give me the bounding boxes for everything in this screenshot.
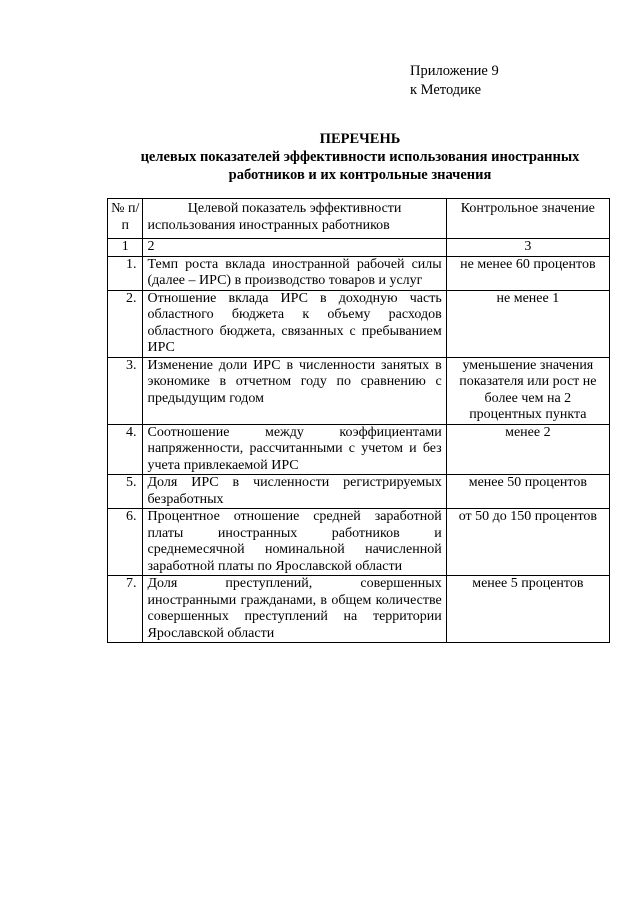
column-numbers-row bbox=[108, 239, 610, 257]
header-num: № п/п bbox=[108, 199, 143, 239]
row-value: менее 50 процентов bbox=[446, 475, 609, 509]
row-num: 1. bbox=[108, 256, 143, 290]
row-value: от 50 до 150 процентов bbox=[446, 509, 609, 576]
document-title bbox=[80, 130, 640, 184]
row-num: 2. bbox=[108, 290, 143, 357]
title-main: ПЕРЕЧЕНЬ bbox=[319, 131, 401, 147]
row-num: 4. bbox=[108, 424, 143, 475]
column-number-1: 1 bbox=[108, 239, 143, 257]
row-indicator: Изменение доли ИРС в численности занятых в экономике в отчетном году по сравнению с предыдущим годом bbox=[143, 357, 446, 424]
appendix-line-1: Приложение 9 bbox=[410, 63, 499, 79]
row-num: 5. bbox=[108, 475, 143, 509]
row-indicator: Соотношение между коэффициентами напряженности, рассчитанными с учетом и без учета привлекаемой ИРС bbox=[143, 424, 446, 475]
table-row bbox=[108, 357, 610, 424]
appendix-line-2: к Методике bbox=[410, 82, 482, 98]
title-subtitle-line-1: целевых показателей эффективности использования иностранных bbox=[140, 149, 580, 165]
row-num: 7. bbox=[108, 576, 143, 643]
table-row bbox=[108, 424, 610, 475]
row-value: менее 5 процентов bbox=[446, 576, 609, 643]
table-header-row bbox=[108, 199, 610, 239]
table-row bbox=[108, 475, 610, 509]
indicators-table bbox=[107, 198, 610, 643]
row-indicator: Доля преступлений, совершенных иностранными гражданами, в общем количестве совершенных преступлений на территории Ярославской области bbox=[143, 576, 446, 643]
row-indicator: Доля ИРС в численности регистрируемых безработных bbox=[143, 475, 446, 509]
column-number-2: 2 bbox=[143, 239, 446, 257]
row-value: не менее 1 bbox=[446, 290, 609, 357]
header-indicator: Целевой показатель эффективности использования иностранных работников bbox=[143, 199, 446, 239]
row-value: менее 2 bbox=[446, 424, 609, 475]
table-row bbox=[108, 509, 610, 576]
row-value: не менее 60 процентов bbox=[446, 256, 609, 290]
appendix-note bbox=[410, 62, 499, 100]
table-row bbox=[108, 256, 610, 290]
header-value: Контрольное значение bbox=[446, 199, 609, 239]
table-row bbox=[108, 290, 610, 357]
row-value: уменьшение значения показателя или рост не более чем на 2 процентных пункта bbox=[446, 357, 609, 424]
title-subtitle-line-2: работников и их контрольные значения bbox=[228, 167, 492, 183]
table-row bbox=[108, 576, 610, 643]
column-number-3: 3 bbox=[446, 239, 609, 257]
row-indicator: Отношение вклада ИРС в доходную часть областного бюджета к объему расходов областного бюджета, связанных с пребыванием ИРС bbox=[143, 290, 446, 357]
row-indicator: Процентное отношение средней заработной платы иностранных работников и среднемесячной номинальной начисленной заработной платы по Ярославской области bbox=[143, 509, 446, 576]
row-num: 6. bbox=[108, 509, 143, 576]
row-num: 3. bbox=[108, 357, 143, 424]
row-indicator: Темп роста вклада иностранной рабочей силы (далее – ИРС) в производство товаров и услуг bbox=[143, 256, 446, 290]
